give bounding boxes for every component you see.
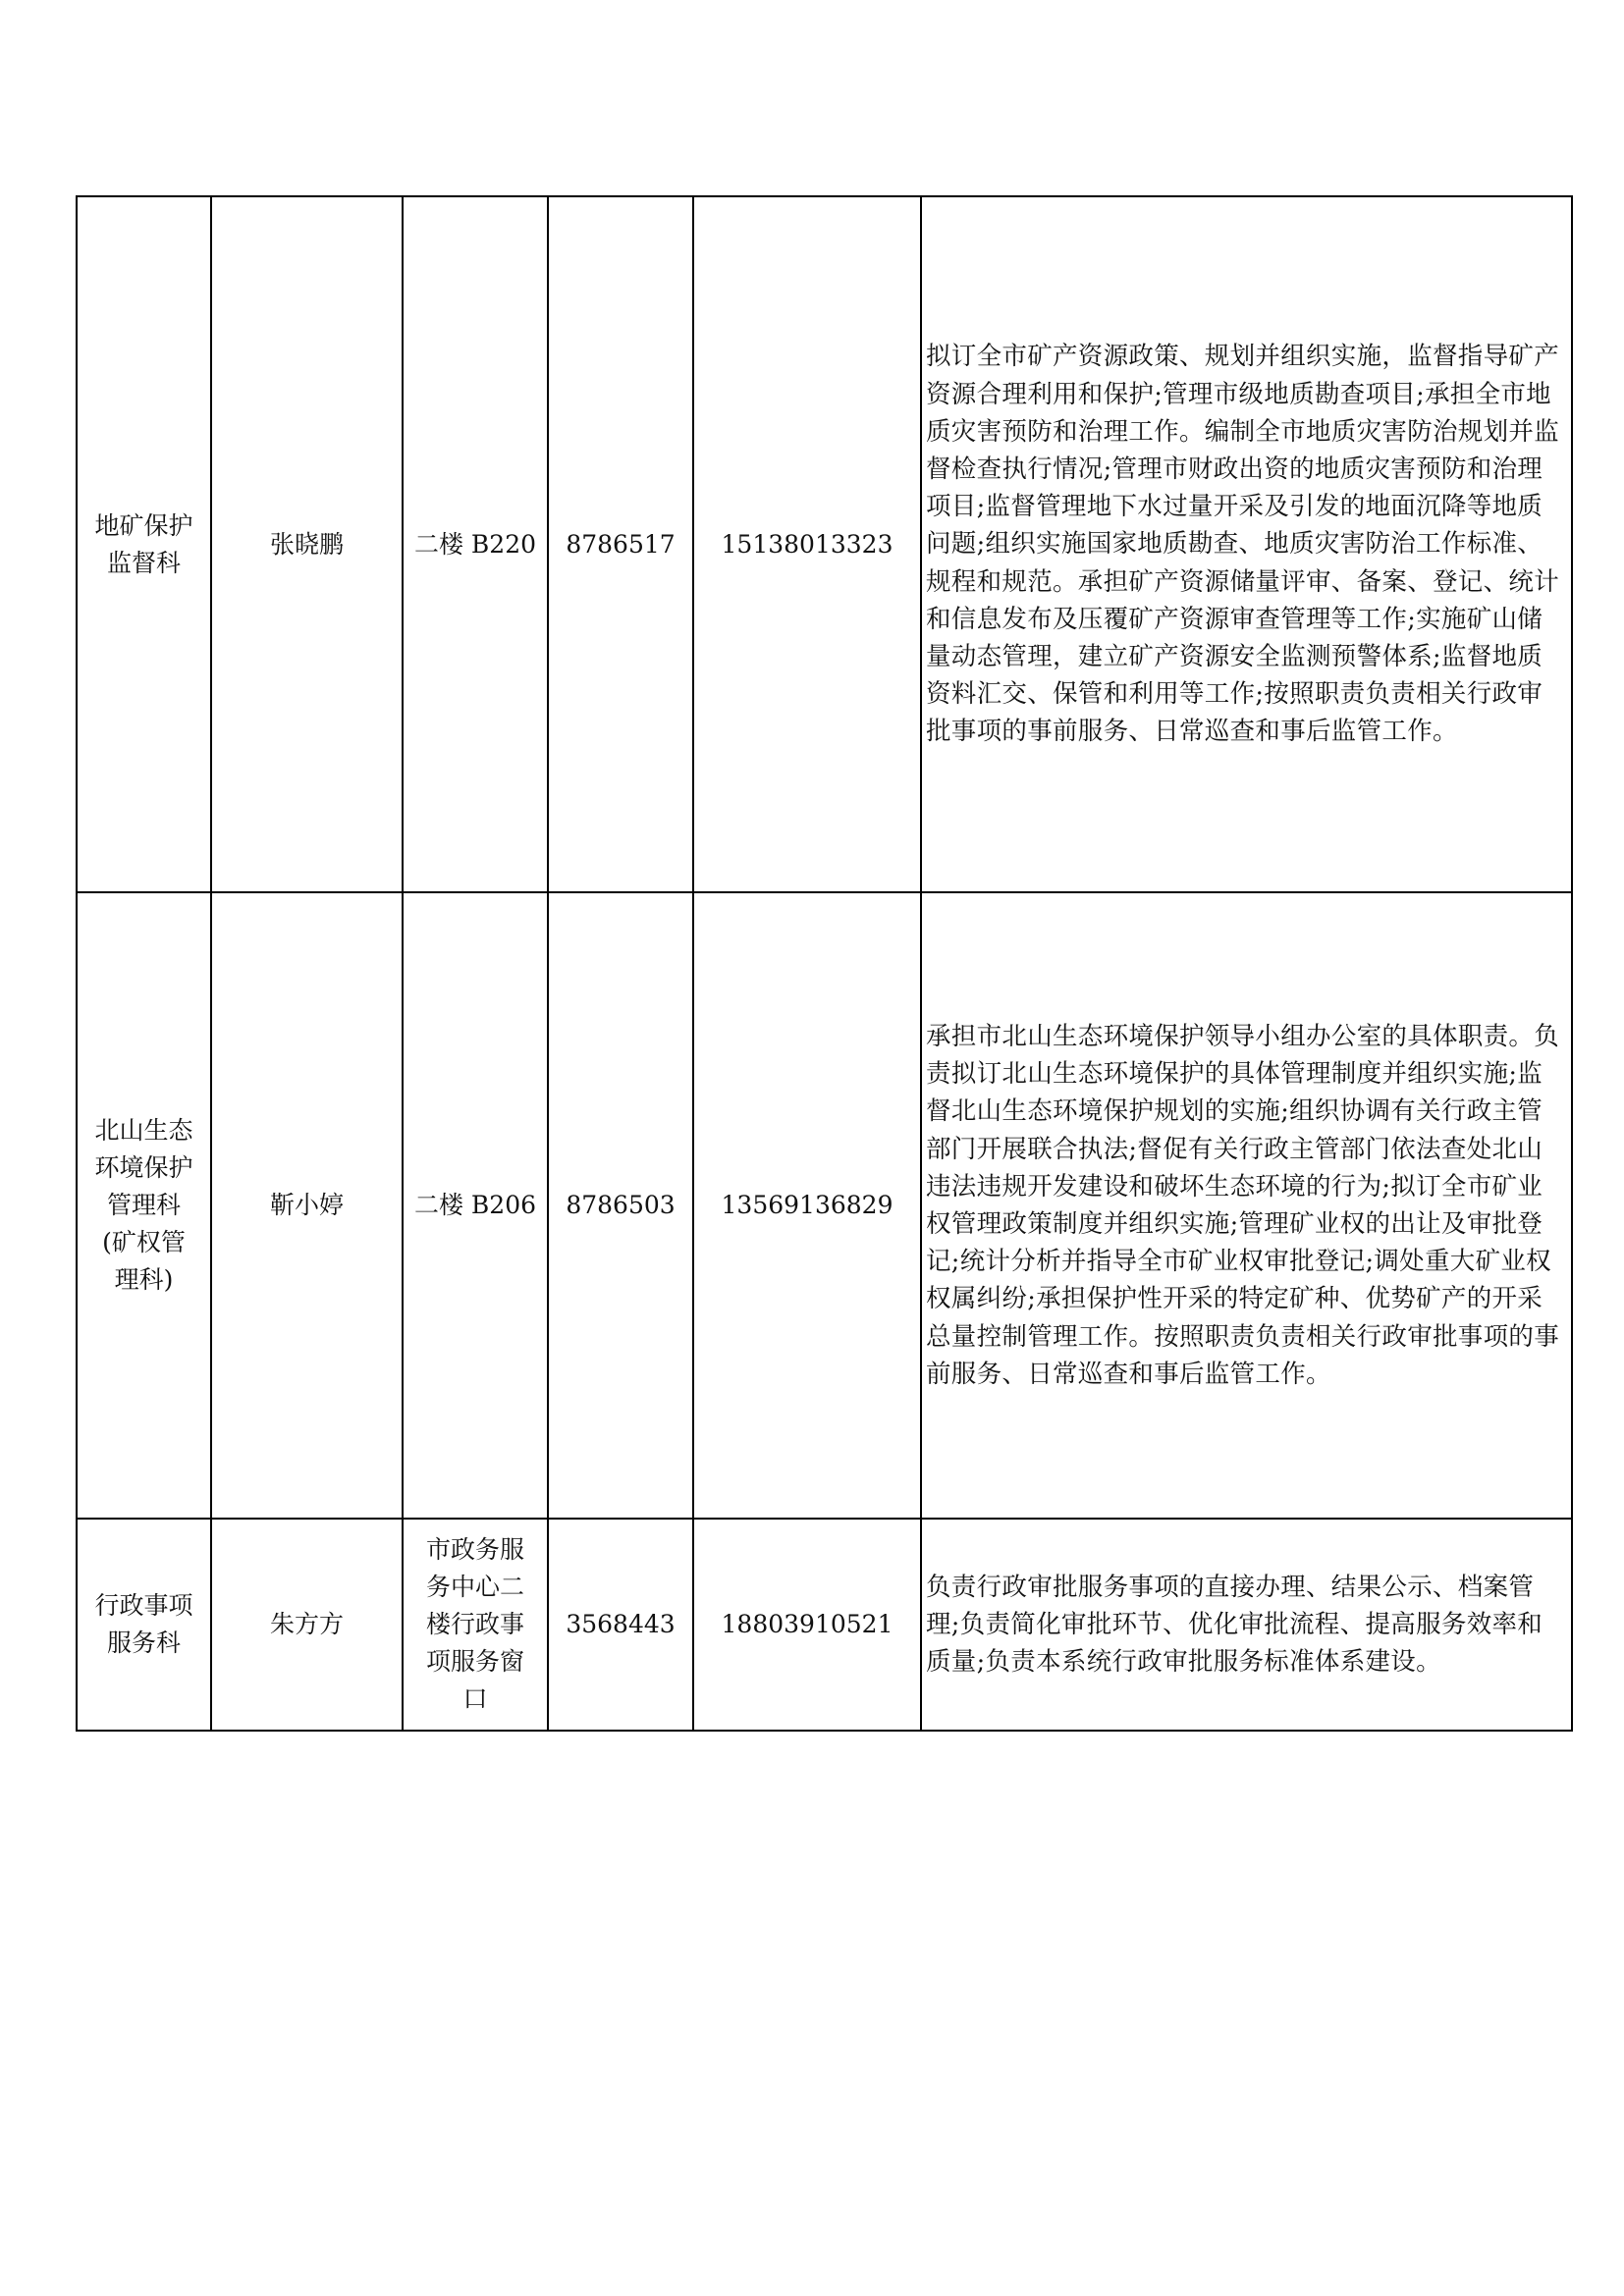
office-location-cell (403, 196, 548, 892)
person-name-cell: 张晓鹏 (211, 196, 403, 892)
department-directory-table (76, 195, 1573, 1732)
person-name-cell: 靳小婷 (211, 892, 403, 1519)
duties-cell: 承担市北山生态环境保护领导小组办公室的具体职责。负责拟订北山生态环境保护的具体管理制度并组织实施;监督北山生态环境保护规划的实施;组织协调有关行政主管部门开展联合执法;督促有关行政主管部门依法查处北山违法违规开发建设和破坏生态环境的行为;拟订全市矿业权管理政策制度并组织实施;管理矿业权的出让及审批登记;统计分析并指导全市矿业权审批登记;调处重大矿业权权属纠纷;承担保护性开采的特定矿种、优势矿产的开采总量控制管理工作。按照职责负责相关行政审批事项的事前服务、日常巡查和事后监管工作。 (921, 892, 1572, 1519)
duties-cell: 拟订全市矿产资源政策、规划并组织实施，监督指导矿产资源合理利用和保护;管理市级地质勘查项目;承担全市地质灾害预防和治理工作。编制全市地质灾害防治规划并监督检查执行情况;管理市财政出资的地质灾害预防和治理项目;监督管理地下水过量开采及引发的地面沉降等地质问题;组织实施国家地质勘查、地质灾害防治工作标准、规程和规范。承担矿产资源储量评审、备案、登记、统计和信息发布及压覆矿产资源审查管理等工作;实施矿山储量动态管理，建立矿产资源安全监测预警体系;监督地质资料汇交、保管和利用等工作;按照职责负责相关行政审批事项的事前服务、日常巡查和事后监管工作。 (921, 196, 1572, 892)
department-name-line: 理科) (114, 1265, 174, 1294)
table-row (77, 892, 1572, 1519)
department-name-line: 管理科 (106, 1191, 181, 1219)
department-name-line: (矿权管 (102, 1228, 186, 1256)
mobile-phone-cell: 18803910521 (693, 1519, 921, 1731)
duties-cell: 负责行政审批服务事项的直接办理、结果公示、档案管理;负责简化审批环节、优化审批流程、提高服务效率和质量;负责本系统行政审批服务标准体系建设。 (921, 1519, 1572, 1731)
department-name-line: 服务科 (106, 1629, 181, 1657)
office-location-cell (403, 1519, 548, 1731)
office-location-line: 二楼 B220 (413, 529, 537, 559)
department-name-cell (77, 196, 211, 892)
office-location-line: 二楼 B206 (413, 1191, 537, 1219)
department-name-line: 北山生态 (94, 1116, 193, 1145)
department-name-line: 环境保护 (94, 1153, 193, 1182)
mobile-phone-cell: 15138013323 (693, 196, 921, 892)
office-location-line: 市政务服 (425, 1535, 524, 1564)
office-phone-cell: 8786517 (548, 196, 693, 892)
office-location-line: 楼行政事 (425, 1610, 524, 1638)
department-name-cell (77, 1519, 211, 1731)
person-name-cell: 朱方方 (211, 1519, 403, 1731)
office-phone-cell: 3568443 (548, 1519, 693, 1731)
table-row (77, 196, 1572, 892)
mobile-phone-cell: 13569136829 (693, 892, 921, 1519)
table-row (77, 1519, 1572, 1731)
office-location-cell (403, 892, 548, 1519)
department-name-cell (77, 892, 211, 1519)
department-name-line: 地矿保护 (94, 510, 193, 540)
department-name-line: 监督科 (106, 548, 181, 577)
office-location-line: 项服务窗 (425, 1647, 524, 1676)
department-name-line: 行政事项 (94, 1591, 193, 1620)
office-phone-cell: 8786503 (548, 892, 693, 1519)
office-location-line: 口 (462, 1684, 488, 1713)
office-location-line: 务中心二 (425, 1573, 524, 1601)
